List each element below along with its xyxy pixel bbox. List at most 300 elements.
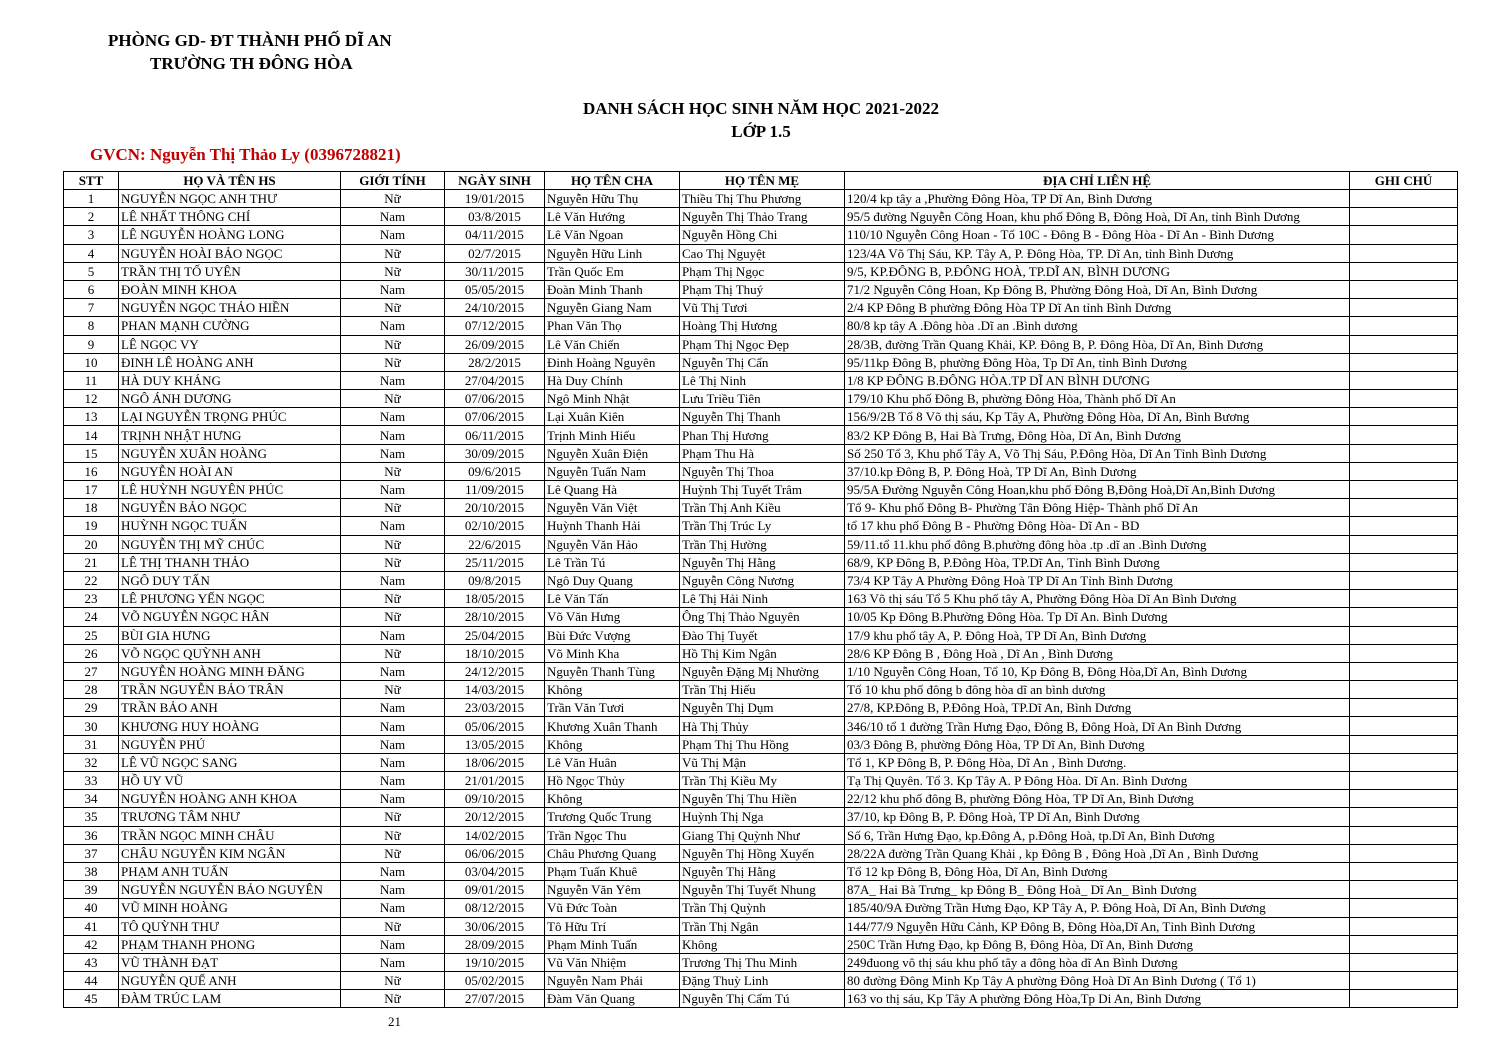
cell-mother-name: Phan Thị Hương	[680, 426, 845, 444]
cell-mother-name: Hồ Thị Kim Ngân	[680, 644, 845, 662]
cell-stt: 11	[64, 371, 119, 389]
cell-gender: Nữ	[341, 917, 445, 935]
cell-birth-date: 09/8/2015	[445, 571, 545, 589]
cell-birth-date: 06/11/2015	[445, 426, 545, 444]
cell-gender: Nữ	[341, 535, 445, 553]
cell-notes	[1350, 244, 1458, 262]
cell-address: 03/3 Đông B, phường Đông Hòa, TP Dĩ An, Bình Dương	[845, 735, 1350, 753]
cell-birth-date: 27/04/2015	[445, 371, 545, 389]
cell-stt: 29	[64, 699, 119, 717]
cell-stt: 1	[64, 190, 119, 208]
cell-father-name: Võ Văn Hưng	[545, 608, 680, 626]
cell-birth-date: 03/04/2015	[445, 862, 545, 880]
cell-birth-date: 30/06/2015	[445, 917, 545, 935]
cell-mother-name: Trần Thị Kiều My	[680, 772, 845, 790]
cell-stt: 18	[64, 499, 119, 517]
cell-birth-date: 03/8/2015	[445, 208, 545, 226]
cell-student-name: NGUYỄN NGUYỄN BẢO NGUYÊN	[119, 881, 341, 899]
table-row	[64, 444, 1458, 462]
cell-mother-name: Nguyễn Thị Cẩm Tú	[680, 990, 845, 1008]
cell-stt: 31	[64, 735, 119, 753]
cell-father-name: Nguyễn Nam Phái	[545, 972, 680, 990]
cell-notes	[1350, 972, 1458, 990]
cell-notes	[1350, 408, 1458, 426]
cell-father-name: Lê Văn Tấn	[545, 590, 680, 608]
cell-notes	[1350, 862, 1458, 880]
cell-notes	[1350, 390, 1458, 408]
cell-father-name: Lại Xuân Kiên	[545, 408, 680, 426]
cell-birth-date: 23/03/2015	[445, 699, 545, 717]
cell-father-name: Hồ Ngọc Thủy	[545, 772, 680, 790]
cell-address: 144/77/9 Nguyễn Hữu Cảnh, KP Đông B, Đông Hòa,Dĩ An, Tỉnh Bình Dương	[845, 917, 1350, 935]
cell-stt: 40	[64, 899, 119, 917]
cell-address: 95/5A Đường Nguyễn Công Hoan,khu phố Đông B,Đông Hoà,Dĩ An,Bình Dương	[845, 481, 1350, 499]
cell-gender: Nam	[341, 772, 445, 790]
document-title: DANH SÁCH HỌC SINH NĂM HỌC 2021-2022	[582, 99, 940, 118]
cell-notes	[1350, 735, 1458, 753]
cell-student-name: TRẦN THỊ TỐ UYÊN	[119, 262, 341, 280]
cell-father-name: Ngô Minh Nhật	[545, 390, 680, 408]
cell-stt: 30	[64, 717, 119, 735]
cell-birth-date: 25/04/2015	[445, 626, 545, 644]
cell-gender: Nam	[341, 699, 445, 717]
cell-birth-date: 07/06/2015	[445, 390, 545, 408]
cell-mother-name: Nguyễn Thị Hồng Xuyến	[680, 844, 845, 862]
cell-address: 250C Trần Hưng Đạo, kp Đông B, Đông Hòa, Dĩ An, Bình Dương	[845, 935, 1350, 953]
cell-birth-date: 13/05/2015	[445, 735, 545, 753]
cell-address: 346/10 tổ 1 đường Trần Hưng Đạo, Đông B, Đông Hoà, Dĩ An Bình Dương	[845, 717, 1350, 735]
cell-notes	[1350, 280, 1458, 298]
cell-birth-date: 30/09/2015	[445, 444, 545, 462]
cell-father-name: Lê Trần Tú	[545, 553, 680, 571]
cell-address: 80 đường Đông Minh Kp Tây A phường Đông Hoà Dĩ An Bình Dương ( Tổ 1)	[845, 972, 1350, 990]
cell-gender: Nữ	[341, 972, 445, 990]
cell-birth-date: 08/12/2015	[445, 899, 545, 917]
cell-address: 73/4 KP Tây A Phường Đông Hoà TP Dĩ An Tỉnh Bình Dương	[845, 571, 1350, 589]
cell-stt: 13	[64, 408, 119, 426]
cell-stt: 38	[64, 862, 119, 880]
table-row	[64, 626, 1458, 644]
cell-notes	[1350, 371, 1458, 389]
cell-mother-name: Ông Thị Thảo Nguyên	[680, 608, 845, 626]
cell-gender: Nam	[341, 899, 445, 917]
cell-notes	[1350, 299, 1458, 317]
cell-mother-name: Trần Thị Trúc Ly	[680, 517, 845, 535]
cell-notes	[1350, 990, 1458, 1008]
cell-birth-date: 05/05/2015	[445, 280, 545, 298]
cell-father-name: Ngô Duy Quang	[545, 571, 680, 589]
cell-birth-date: 30/11/2015	[445, 262, 545, 280]
cell-student-name: TRẦN BẢO ANH	[119, 699, 341, 717]
cell-mother-name: Nguyễn Thị Thảo Trang	[680, 208, 845, 226]
cell-birth-date: 07/06/2015	[445, 408, 545, 426]
cell-mother-name: Trần Thị Quỳnh	[680, 899, 845, 917]
cell-mother-name: Nguyễn Thị Thoa	[680, 462, 845, 480]
cell-birth-date: 05/06/2015	[445, 717, 545, 735]
table-row	[64, 662, 1458, 680]
cell-birth-date: 18/05/2015	[445, 590, 545, 608]
cell-father-name: Nguyễn Hữu Linh	[545, 244, 680, 262]
cell-mother-name: Nguyễn Thị Tuyết Nhung	[680, 881, 845, 899]
table-row	[64, 790, 1458, 808]
cell-address: 185/40/9A Đường Trần Hưng Đạo, KP Tây A, P. Đông Hoà, Dĩ An, Bình Dương	[845, 899, 1350, 917]
cell-stt: 14	[64, 426, 119, 444]
cell-student-name: VŨ THÀNH ĐẠT	[119, 953, 341, 971]
cell-birth-date: 20/12/2015	[445, 808, 545, 826]
cell-student-name: LÊ HUỲNH NGUYÊN PHÚC	[119, 481, 341, 499]
cell-address: 123/4A Võ Thị Sáu, KP. Tây A, P. Đông Hòa, TP. Dĩ An, tỉnh Bình Dương	[845, 244, 1350, 262]
cell-father-name: Đinh Hoàng Nguyên	[545, 353, 680, 371]
table-row	[64, 335, 1458, 353]
table-row	[64, 681, 1458, 699]
cell-notes	[1350, 481, 1458, 499]
cell-father-name: Châu Phương Quang	[545, 844, 680, 862]
cell-mother-name: Nguyễn Thị Hằng	[680, 553, 845, 571]
cell-birth-date: 27/07/2015	[445, 990, 545, 1008]
cell-student-name: LÊ NGỌC VY	[119, 335, 341, 353]
cell-address: 22/12 khu phố đông B, phường Đông Hòa, TP Dĩ An, Bình Dương	[845, 790, 1350, 808]
cell-gender: Nam	[341, 317, 445, 335]
cell-mother-name: Nguyễn Đặng Mị Nhường	[680, 662, 845, 680]
cell-student-name: LÊ THỊ THANH THẢO	[119, 553, 341, 571]
cell-mother-name: Đặng Thuỳ Linh	[680, 972, 845, 990]
cell-notes	[1350, 462, 1458, 480]
column-header-father-name: HỌ TÊN CHA	[545, 172, 680, 190]
cell-father-name: Trương Quốc Trung	[545, 808, 680, 826]
cell-gender: Nữ	[341, 499, 445, 517]
cell-father-name: Huỳnh Thanh Hải	[545, 517, 680, 535]
cell-gender: Nam	[341, 953, 445, 971]
table-body	[64, 190, 1458, 1008]
cell-father-name: Vũ Văn Nhiệm	[545, 953, 680, 971]
column-header-stt: STT	[64, 172, 119, 190]
cell-stt: 44	[64, 972, 119, 990]
cell-mother-name: Thiều Thị Thu Phương	[680, 190, 845, 208]
cell-mother-name: Phạm Thị Thuý	[680, 280, 845, 298]
cell-father-name: Phạm Tuấn Khuê	[545, 862, 680, 880]
cell-student-name: TRỊNH NHẬT HƯNG	[119, 426, 341, 444]
cell-mother-name: Huỳnh Thị Nga	[680, 808, 845, 826]
table-row	[64, 226, 1458, 244]
cell-student-name: NGUYỄN XUÂN HOÀNG	[119, 444, 341, 462]
column-header-mother-name: HỌ TÊN MẸ	[680, 172, 845, 190]
cell-student-name: NGUYỄN HOÀNG ANH KHOA	[119, 790, 341, 808]
cell-stt: 8	[64, 317, 119, 335]
cell-gender: Nam	[341, 426, 445, 444]
table-row	[64, 808, 1458, 826]
cell-gender: Nam	[341, 935, 445, 953]
cell-father-name: Bùi Đức Vượng	[545, 626, 680, 644]
cell-father-name: Hà Duy Chính	[545, 371, 680, 389]
table-row	[64, 972, 1458, 990]
cell-gender: Nam	[341, 881, 445, 899]
cell-student-name: PHẠM THANH PHONG	[119, 935, 341, 953]
cell-birth-date: 24/10/2015	[445, 299, 545, 317]
school-name: TRƯỜNG TH ĐÔNG HÒA	[150, 54, 353, 73]
cell-birth-date: 26/09/2015	[445, 335, 545, 353]
table-row	[64, 917, 1458, 935]
cell-birth-date: 07/12/2015	[445, 317, 545, 335]
cell-notes	[1350, 335, 1458, 353]
cell-birth-date: 24/12/2015	[445, 662, 545, 680]
table-row	[64, 262, 1458, 280]
cell-birth-date: 19/01/2015	[445, 190, 545, 208]
cell-father-name: Nguyễn Tuấn Nam	[545, 462, 680, 480]
cell-notes	[1350, 190, 1458, 208]
cell-student-name: LÊ PHƯƠNG YẾN NGỌC	[119, 590, 341, 608]
cell-notes	[1350, 899, 1458, 917]
cell-notes	[1350, 662, 1458, 680]
cell-notes	[1350, 208, 1458, 226]
cell-father-name: Võ Minh Kha	[545, 644, 680, 662]
cell-address: 1/8 KP ĐÔNG B.ĐÔNG HÒA.TP DĨ AN BÌNH DƯƠNG	[845, 371, 1350, 389]
cell-student-name: LÊ VŨ NGỌC SANG	[119, 753, 341, 771]
cell-birth-date: 11/09/2015	[445, 481, 545, 499]
table-row	[64, 208, 1458, 226]
table-row	[64, 462, 1458, 480]
cell-address: 9/5, KP.ĐÔNG B, P.ĐÔNG HOÀ, TP.DĨ AN, BÌNH DƯƠNG	[845, 262, 1350, 280]
cell-stt: 32	[64, 753, 119, 771]
cell-student-name: NGÔ DUY TẤN	[119, 571, 341, 589]
table-row	[64, 772, 1458, 790]
cell-student-name: TÔ QUỲNH THƯ	[119, 917, 341, 935]
table-row	[64, 881, 1458, 899]
cell-gender: Nam	[341, 517, 445, 535]
cell-notes	[1350, 353, 1458, 371]
cell-gender: Nam	[341, 371, 445, 389]
cell-mother-name: Nguyễn Thị Thu Hiền	[680, 790, 845, 808]
table-row	[64, 735, 1458, 753]
cell-address: Tổ 1, KP Đông B, P. Đông Hòa, Dĩ An , Bình Dương.	[845, 753, 1350, 771]
cell-notes	[1350, 772, 1458, 790]
cell-student-name: HỒ UY VŨ	[119, 772, 341, 790]
cell-notes	[1350, 953, 1458, 971]
table-row	[64, 481, 1458, 499]
cell-address: 120/4 kp tây a ,Phường Đông Hòa, TP Dĩ An, Bình Dương	[845, 190, 1350, 208]
cell-stt: 16	[64, 462, 119, 480]
table-row	[64, 608, 1458, 626]
cell-address: tổ 17 khu phố Đông B - Phường Đông Hòa- Dĩ An - BD	[845, 517, 1350, 535]
cell-gender: Nữ	[341, 335, 445, 353]
cell-student-name: CHÂU NGUYỄN KIM NGÂN	[119, 844, 341, 862]
table-row	[64, 517, 1458, 535]
cell-student-name: KHƯƠNG HUY HOÀNG	[119, 717, 341, 735]
cell-student-name: NGÔ ÁNH DƯƠNG	[119, 390, 341, 408]
cell-address: Số 6, Trần Hưng Đạo, kp.Đông A, p.Đông Hoà, tp.Dĩ An, Bình Dương	[845, 826, 1350, 844]
table-row	[64, 499, 1458, 517]
cell-notes	[1350, 681, 1458, 699]
cell-gender: Nữ	[341, 808, 445, 826]
cell-father-name: Trần Ngọc Thu	[545, 826, 680, 844]
cell-father-name: Phan Văn Thọ	[545, 317, 680, 335]
cell-student-name: NGUYỄN THỊ MỸ CHÚC	[119, 535, 341, 553]
cell-stt: 19	[64, 517, 119, 535]
cell-stt: 43	[64, 953, 119, 971]
cell-father-name: Trịnh Minh Hiếu	[545, 426, 680, 444]
table-row	[64, 390, 1458, 408]
table-row	[64, 699, 1458, 717]
cell-student-name: TRẦN NGỌC MINH CHÂU	[119, 826, 341, 844]
cell-address: 2/4 KP Đông B phường Đông Hòa TP Dĩ An tỉnh Bình Dương	[845, 299, 1350, 317]
column-header-gender: GIỚI TÍNH	[341, 172, 445, 190]
cell-address: 110/10 Nguyễn Công Hoan - Tổ 10C - Đông B - Đông Hòa - Dĩ An - Bình Dương	[845, 226, 1350, 244]
cell-mother-name: Nguyễn Thị Hằng	[680, 862, 845, 880]
cell-notes	[1350, 699, 1458, 717]
cell-mother-name: Trần Thị Ngân	[680, 917, 845, 935]
cell-stt: 4	[64, 244, 119, 262]
cell-gender: Nam	[341, 571, 445, 589]
cell-birth-date: 21/01/2015	[445, 772, 545, 790]
table-row	[64, 844, 1458, 862]
cell-student-name: HUỲNH NGỌC TUẤN	[119, 517, 341, 535]
cell-stt: 36	[64, 826, 119, 844]
cell-stt: 35	[64, 808, 119, 826]
table-row	[64, 299, 1458, 317]
cell-mother-name: Nguyễn Công Nương	[680, 571, 845, 589]
cell-student-name: VŨ MINH HOÀNG	[119, 899, 341, 917]
table-row	[64, 935, 1458, 953]
table-row	[64, 644, 1458, 662]
cell-address: 87A_ Hai Bà Trưng_ kp Đông B_ Đông Hoà_ Dĩ An_ Bình Dương	[845, 881, 1350, 899]
cell-birth-date: 18/10/2015	[445, 644, 545, 662]
cell-mother-name: Vũ Thị Mận	[680, 753, 845, 771]
cell-father-name: Phạm Minh Tuấn	[545, 935, 680, 953]
cell-stt: 22	[64, 571, 119, 589]
cell-address: 71/2 Nguyễn Công Hoan, Kp Đông B, Phường Đông Hoà, Dĩ An, Bình Dương	[845, 280, 1350, 298]
cell-address: 17/9 khu phố tây A, P. Đông Hoà, TP Dĩ An, Bình Dương	[845, 626, 1350, 644]
cell-father-name: Vũ Đức Toàn	[545, 899, 680, 917]
cell-notes	[1350, 317, 1458, 335]
cell-birth-date: 05/02/2015	[445, 972, 545, 990]
cell-address: 163 vo thị sáu, Kp Tây A phường Đông Hòa,Tp Di An, Bình Dương	[845, 990, 1350, 1008]
cell-stt: 17	[64, 481, 119, 499]
cell-stt: 42	[64, 935, 119, 953]
cell-student-name: NGUYỄN HOÀI AN	[119, 462, 341, 480]
cell-father-name: Lê Văn Ngoan	[545, 226, 680, 244]
cell-notes	[1350, 517, 1458, 535]
cell-address: 28/6 KP Đông B , Đông Hoà , Dĩ An , Bình Dương	[845, 644, 1350, 662]
cell-birth-date: 09/01/2015	[445, 881, 545, 899]
cell-student-name: VÕ NGỌC QUỲNH ANH	[119, 644, 341, 662]
cell-notes	[1350, 426, 1458, 444]
cell-address: 37/10.kp Đông B, P. Đông Hoà, TP Dĩ An, Bình Dương	[845, 462, 1350, 480]
homeroom-teacher: GVCN: Nguyễn Thị Thảo Ly (0396728821)	[90, 145, 401, 164]
cell-birth-date: 28/10/2015	[445, 608, 545, 626]
cell-mother-name: Nguyễn Thị Thanh	[680, 408, 845, 426]
cell-father-name: Khương Xuân Thanh	[545, 717, 680, 735]
cell-student-name: NGUYỄN QUẾ ANH	[119, 972, 341, 990]
table-row	[64, 953, 1458, 971]
cell-mother-name: Phạm Thị Thu Hồng	[680, 735, 845, 753]
cell-student-name: LÊ NGUYỄN HOÀNG LONG	[119, 226, 341, 244]
cell-father-name: Tô Hữu Trí	[545, 917, 680, 935]
cell-notes	[1350, 808, 1458, 826]
cell-address: Tổ 10 khu phố đông b đông hòa dĩ an bình dương	[845, 681, 1350, 699]
cell-gender: Nữ	[341, 644, 445, 662]
cell-student-name: HÀ DUY KHÁNG	[119, 371, 341, 389]
column-header-student-name: HỌ VÀ TÊN HS	[119, 172, 341, 190]
cell-gender: Nam	[341, 735, 445, 753]
cell-address: 163 Võ thị sáu Tổ 5 Khu phố tây A, Phường Đông Hòa Dĩ An Bình Dương	[845, 590, 1350, 608]
cell-stt: 3	[64, 226, 119, 244]
cell-mother-name: Đào Thị Tuyết	[680, 626, 845, 644]
column-header-address: ĐỊA CHỈ LIÊN HỆ	[845, 172, 1350, 190]
cell-father-name: Lê Văn Chiến	[545, 335, 680, 353]
table-row	[64, 408, 1458, 426]
cell-gender: Nữ	[341, 590, 445, 608]
cell-address: Tổ 12 kp Đông B, Đông Hòa, Dĩ An, Bình Dương	[845, 862, 1350, 880]
cell-mother-name: Nguyễn Hồng Chi	[680, 226, 845, 244]
cell-stt: 26	[64, 644, 119, 662]
cell-student-name: ĐOÀN MINH KHOA	[119, 280, 341, 298]
cell-gender: Nữ	[341, 299, 445, 317]
cell-father-name: Đàm Văn Quang	[545, 990, 680, 1008]
cell-address: 37/10, kp Đông B, P. Đông Hoà, TP Dĩ An, Bình Dương	[845, 808, 1350, 826]
cell-gender: Nữ	[341, 608, 445, 626]
cell-stt: 7	[64, 299, 119, 317]
cell-birth-date: 14/03/2015	[445, 681, 545, 699]
table-row	[64, 353, 1458, 371]
cell-father-name: Trần Quốc Em	[545, 262, 680, 280]
cell-address: 156/9/2B Tổ 8 Võ thị sáu, Kp Tây A, Phường Đông Hòa, Dĩ An, Bình Bương	[845, 408, 1350, 426]
cell-gender: Nam	[341, 790, 445, 808]
cell-birth-date: 06/06/2015	[445, 844, 545, 862]
cell-birth-date: 18/06/2015	[445, 753, 545, 771]
cell-birth-date: 28/2/2015	[445, 353, 545, 371]
table-row	[64, 753, 1458, 771]
cell-mother-name: Lưu Triều Tiên	[680, 390, 845, 408]
cell-birth-date: 04/11/2015	[445, 226, 545, 244]
cell-stt: 28	[64, 681, 119, 699]
cell-birth-date: 09/10/2015	[445, 790, 545, 808]
cell-student-name: TRẦN NGUYỄN BẢO TRÂN	[119, 681, 341, 699]
cell-notes	[1350, 844, 1458, 862]
column-header-notes: GHI CHÚ	[1350, 172, 1458, 190]
cell-gender: Nữ	[341, 990, 445, 1008]
cell-gender: Nam	[341, 862, 445, 880]
cell-student-name: NGUYỄN PHÚ	[119, 735, 341, 753]
cell-gender: Nữ	[341, 353, 445, 371]
cell-notes	[1350, 881, 1458, 899]
cell-mother-name: Phạm Thị Ngọc	[680, 262, 845, 280]
department-name: PHÒNG GD- ĐT THÀNH PHỐ DĨ AN	[108, 31, 392, 50]
cell-stt: 39	[64, 881, 119, 899]
cell-notes	[1350, 608, 1458, 626]
cell-notes	[1350, 935, 1458, 953]
cell-notes	[1350, 571, 1458, 589]
cell-notes	[1350, 790, 1458, 808]
cell-father-name: Nguyễn Xuân Điện	[545, 444, 680, 462]
cell-gender: Nữ	[341, 244, 445, 262]
column-header-birth-date: NGÀY SINH	[445, 172, 545, 190]
cell-gender: Nam	[341, 717, 445, 735]
cell-father-name: Lê Văn Hướng	[545, 208, 680, 226]
cell-gender: Nữ	[341, 681, 445, 699]
cell-stt: 6	[64, 280, 119, 298]
cell-address: Tổ 9- Khu phố Đông B- Phường Tân Đông Hiệp- Thành phố Dĩ An	[845, 499, 1350, 517]
cell-father-name: Không	[545, 790, 680, 808]
cell-stt: 37	[64, 844, 119, 862]
cell-student-name: PHẠM ANH TUẤN	[119, 862, 341, 880]
cell-mother-name: Phạm Thị Ngọc Đẹp	[680, 335, 845, 353]
cell-gender: Nam	[341, 208, 445, 226]
cell-birth-date: 20/10/2015	[445, 499, 545, 517]
cell-gender: Nữ	[341, 462, 445, 480]
cell-mother-name: Trần Thị Hường	[680, 535, 845, 553]
cell-address: 80/8 kp tây A .Đông hòa .Dĩ an .Bình dương	[845, 317, 1350, 335]
cell-student-name: TRƯƠNG TÂM NHƯ	[119, 808, 341, 826]
cell-mother-name: Cao Thị Nguyệt	[680, 244, 845, 262]
